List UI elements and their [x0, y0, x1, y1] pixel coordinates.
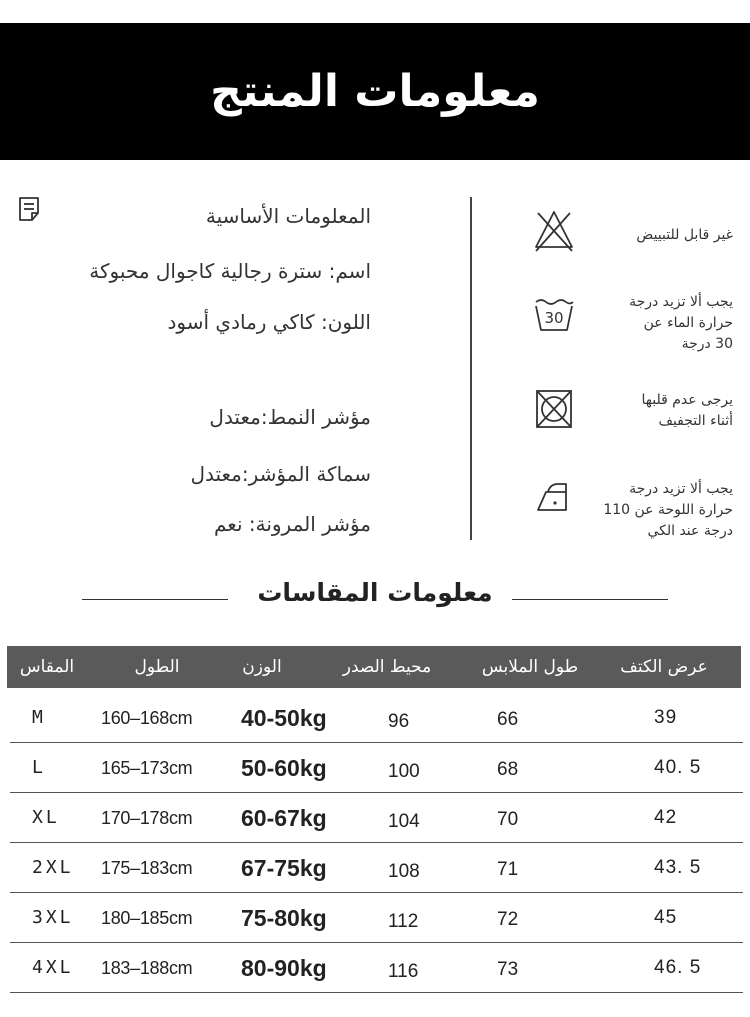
header-chest: محيط الصدر [342, 657, 432, 677]
cell-shoulder: 46. 5 [654, 957, 702, 978]
cell-chest: 100 [388, 761, 420, 782]
care-text-bleach: غير قابل للتبييض [636, 227, 733, 243]
size-section-heading [0, 578, 750, 618]
product-color: اللون: كاكي رمادي أسود [167, 310, 371, 334]
cell-height: 175–183cm [101, 858, 193, 878]
page-title: معلومات المنتج [210, 66, 540, 117]
header-size: المقاس [19, 657, 75, 677]
header-height: الطول [134, 657, 180, 677]
cell-chest: 116 [388, 961, 419, 982]
cell-size: XL [32, 807, 60, 828]
cell-length: 66 [497, 709, 519, 730]
care-text-dry: يرجى عدم قلبها أثناء التجفيف [641, 392, 733, 429]
cell-height: 165–173cm [101, 758, 193, 778]
cell-length: 68 [497, 759, 519, 780]
cell-size: 2XL [32, 857, 74, 878]
cell-shoulder: 39 [654, 707, 678, 728]
cell-length: 72 [497, 909, 519, 930]
row-divider [10, 992, 743, 993]
header-length: طول الملابس [481, 657, 579, 677]
cell-shoulder: 40. 5 [654, 757, 702, 778]
cell-weight: 67-75kg [241, 855, 327, 881]
cell-shoulder: 43. 5 [654, 857, 702, 878]
cell-chest: 96 [388, 711, 410, 732]
cell-weight: 60-67kg [241, 805, 327, 831]
cell-weight: 80-90kg [241, 955, 327, 981]
cell-size: M [32, 707, 46, 728]
header-shoulder: عرض الكتف [620, 657, 708, 677]
cell-height: 180–185cm [101, 908, 193, 928]
header-weight: الوزن [242, 657, 282, 677]
elasticity-index: مؤشر المرونة: نعم [213, 512, 371, 536]
size-table-header [7, 646, 741, 688]
cell-chest: 104 [388, 811, 420, 832]
basic-info-heading: المعلومات الأساسية [205, 204, 371, 228]
wash-temperature-label: 30 [544, 309, 564, 327]
cell-height: 183–188cm [101, 958, 193, 978]
vertical-divider [470, 197, 472, 540]
cell-chest: 108 [388, 861, 420, 882]
cell-weight: 75-80kg [241, 905, 327, 931]
cell-shoulder: 45 [654, 907, 678, 928]
wash-30-icon [532, 292, 576, 336]
cell-height: 160–168cm [101, 708, 193, 728]
thickness-index: سماكة المؤشر:معتدل [190, 462, 371, 486]
cell-size: 4XL [32, 957, 74, 978]
cell-height: 170–178cm [101, 808, 193, 828]
cell-chest: 112 [388, 911, 419, 932]
style-index: مؤشر النمط:معتدل [209, 405, 371, 429]
table-row [10, 793, 743, 843]
cell-length: 71 [497, 859, 519, 880]
table-row [10, 693, 743, 743]
iron-low-icon [532, 478, 576, 518]
product-name: اسم: سترة رجالية كاجوال محبوكة [89, 259, 371, 283]
no-bleach-icon [532, 207, 576, 253]
table-row [10, 943, 743, 993]
care-text-iron: يجب ألا تزيد درجة حرارة اللوحة عن 110 درجة عند الكي [603, 481, 733, 539]
cell-size: L [32, 757, 46, 778]
table-row [10, 743, 743, 793]
cell-length: 73 [497, 959, 519, 980]
cell-shoulder: 42 [654, 807, 678, 828]
no-tumble-dry-icon [532, 386, 576, 432]
cell-size: 3XL [32, 907, 74, 928]
document-icon [18, 196, 40, 222]
page-header [0, 23, 750, 160]
table-row [10, 843, 743, 893]
cell-weight: 40-50kg [241, 705, 327, 731]
size-section-title: معلومات المقاسات [257, 578, 493, 607]
cell-weight: 50-60kg [241, 755, 327, 781]
care-text-wash: يجب ألا تزيد درجة حرارة الماء عن 30 درجة [629, 294, 733, 352]
table-row [10, 893, 743, 943]
cell-length: 70 [497, 809, 519, 830]
